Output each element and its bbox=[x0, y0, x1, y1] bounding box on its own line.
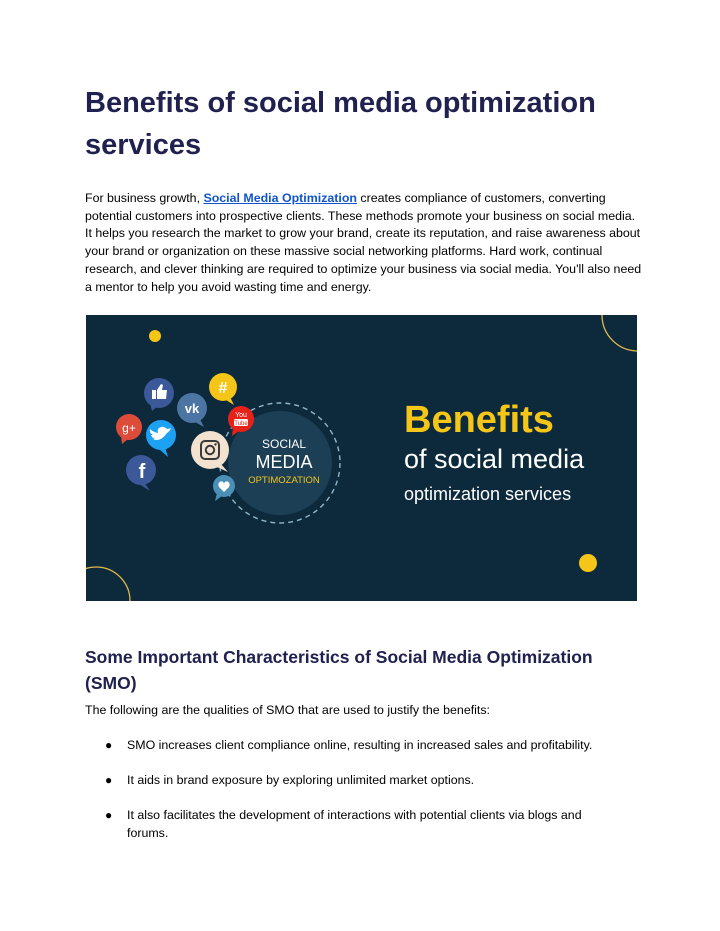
hashtag-icon bbox=[209, 373, 237, 405]
facebook-like-icon bbox=[144, 378, 174, 411]
banner-graphic bbox=[86, 315, 637, 601]
circle-line-1: SOCIAL bbox=[261, 437, 307, 451]
svg-text:vk: vk bbox=[184, 401, 200, 416]
circle-line-2: MEDIA bbox=[255, 452, 313, 472]
characteristics-list bbox=[85, 737, 625, 860]
list-item bbox=[85, 807, 625, 842]
smo-link[interactable]: Social Media Optimization bbox=[203, 191, 357, 205]
intro-text-after: creates compliance of customers, converting potential customers into prospective clients. These methods promote your business on social media. It helps you research the market to grow your brand, create its reputation, and raise awareness about your brand or organization on these massive social networking platforms. Hard work, continual research, and clever thinking are required to optimize your business via social media. You'll also need a mentor to help you avoid wasting time and energy. bbox=[85, 191, 642, 294]
svg-text:You: You bbox=[235, 412, 247, 419]
yellow-dot-icon bbox=[149, 330, 161, 342]
bullet-icon: ● bbox=[105, 808, 113, 823]
bullet-icon: ● bbox=[105, 773, 113, 788]
list-item bbox=[85, 772, 625, 790]
bullet-icon: ● bbox=[105, 738, 113, 752]
vk-icon bbox=[177, 393, 207, 427]
banner-headline-1: Benefits bbox=[404, 399, 554, 441]
circle-line-3: OPTIMOZATION bbox=[248, 475, 320, 486]
facebook-icon bbox=[126, 455, 156, 491]
instagram-icon bbox=[191, 431, 229, 472]
corner-ring-icon bbox=[86, 567, 130, 601]
list-item bbox=[85, 737, 625, 755]
svg-text:#: # bbox=[218, 380, 228, 397]
corner-ring-icon bbox=[602, 315, 637, 351]
svg-text:f: f bbox=[138, 461, 146, 483]
yellow-dot-icon bbox=[579, 554, 597, 572]
banner-image bbox=[86, 315, 637, 601]
svg-text:Tube: Tube bbox=[234, 421, 248, 427]
section-heading: Some Important Characteristics of Social Media Optimization (SMO) bbox=[85, 647, 593, 693]
list-item-text: It also facilitates the development of interactions with potential clients via blogs and forums. bbox=[127, 808, 582, 841]
intro-text-before: For business growth, bbox=[85, 191, 204, 205]
banner-headline-2: of social media bbox=[404, 444, 585, 474]
twitter-icon bbox=[146, 420, 176, 457]
google-plus-icon bbox=[116, 414, 142, 444]
intro-paragraph bbox=[85, 190, 645, 296]
heart-icon bbox=[213, 475, 235, 501]
page-title: Benefits of social media optimization services bbox=[85, 87, 596, 161]
banner-headline-3: optimization services bbox=[404, 484, 572, 504]
list-item-text: It aids in brand exposure by exploring unlimited market options. bbox=[127, 773, 475, 788]
list-item-text: SMO increases client compliance online, resulting in increased sales and profitability. bbox=[127, 738, 593, 752]
svg-text:g+: g+ bbox=[122, 421, 136, 435]
section-lead: The following are the qualities of SMO that are used to justify the benefits: bbox=[85, 703, 490, 717]
